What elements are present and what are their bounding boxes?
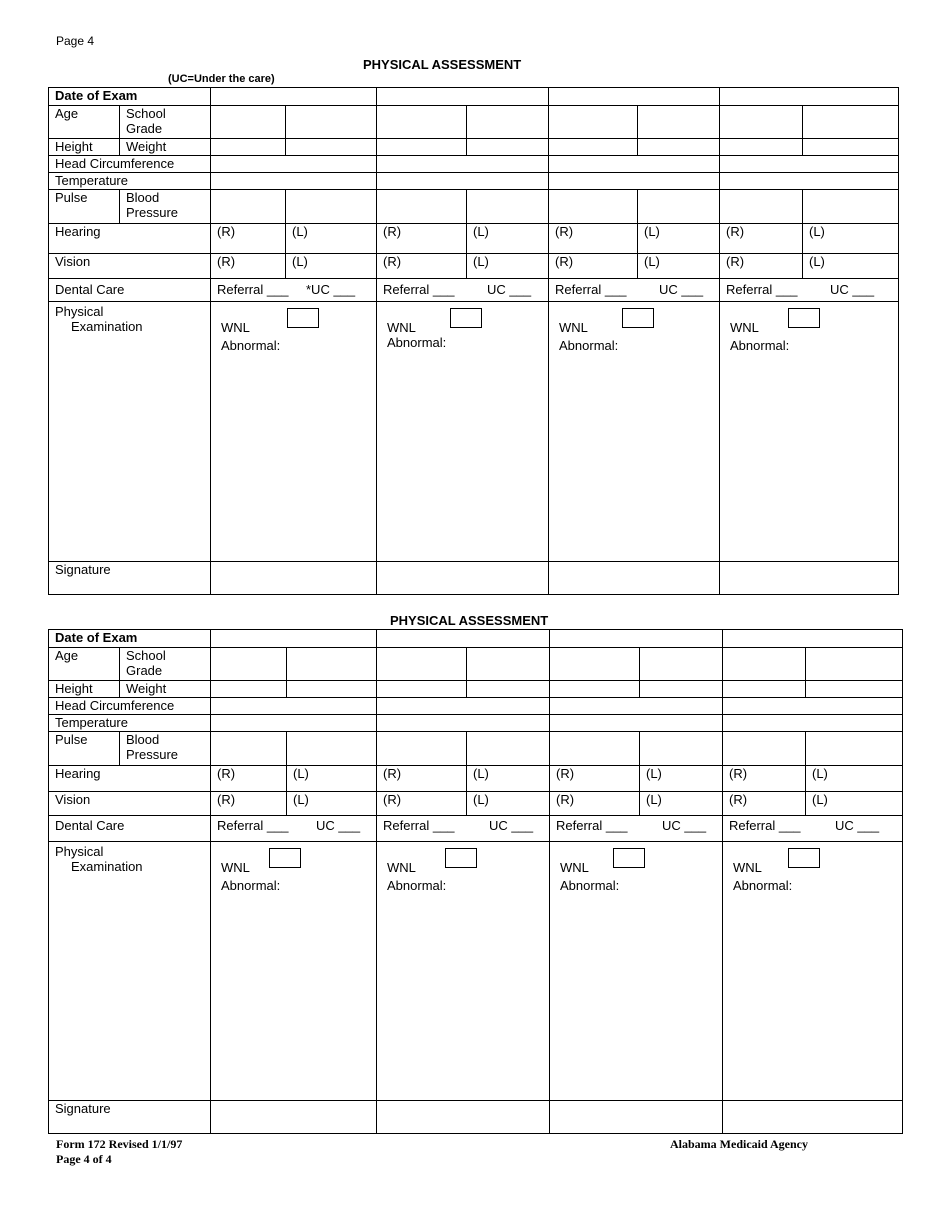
date-field[interactable] xyxy=(723,630,903,648)
form-footer xyxy=(56,1137,182,1167)
hearing-right-field[interactable]: (R) xyxy=(549,224,638,254)
date-field[interactable] xyxy=(211,630,377,648)
hearing-right-field[interactable]: (R) xyxy=(377,766,467,792)
age-label: Age xyxy=(49,648,120,681)
dental-care-field[interactable] xyxy=(550,816,723,842)
physical-examination-label: Physical Examination xyxy=(49,842,211,1101)
signature-field[interactable] xyxy=(723,1101,903,1134)
abnormal-label: Abnormal: xyxy=(733,878,793,893)
head-circumference-field[interactable] xyxy=(211,698,377,715)
pulse-field[interactable] xyxy=(550,732,640,766)
hearing-left-field[interactable]: (L) xyxy=(287,766,377,792)
dental-care-field[interactable] xyxy=(377,816,550,842)
age-field[interactable] xyxy=(377,106,467,139)
referral-field[interactable]: Referral ___ xyxy=(383,282,455,297)
dental-care-label: Dental Care xyxy=(49,279,211,302)
hearing-label: Hearing xyxy=(49,224,211,254)
wnl-checkbox[interactable] xyxy=(788,308,820,328)
head-circumference-field[interactable] xyxy=(377,698,550,715)
physical-exam-field[interactable] xyxy=(550,842,723,1101)
weight-field[interactable] xyxy=(806,681,903,698)
hearing-right-field[interactable]: (R) xyxy=(723,766,806,792)
referral-field[interactable]: Referral ___ xyxy=(556,818,628,833)
physical-exam-field[interactable] xyxy=(720,302,899,562)
vision-right-field[interactable]: (R) xyxy=(211,792,287,816)
vision-right-field[interactable]: (R) xyxy=(377,254,467,279)
hearing-right-field[interactable]: (R) xyxy=(377,224,467,254)
head-circumference-label: Head Circumference xyxy=(49,698,211,715)
date-field[interactable] xyxy=(377,88,549,106)
signature-label: Signature xyxy=(49,562,211,595)
blood-pressure-field[interactable] xyxy=(467,190,549,224)
hearing-left-field[interactable]: (L) xyxy=(467,224,549,254)
vision-label: Vision xyxy=(49,792,211,816)
wnl-label: WNL xyxy=(730,320,759,335)
vision-left-field[interactable]: (L) xyxy=(287,792,377,816)
blood-pressure-label: Blood Pressure xyxy=(120,190,211,224)
date-field[interactable] xyxy=(720,88,899,106)
hearing-right-field[interactable]: (R) xyxy=(211,224,286,254)
height-field[interactable] xyxy=(549,139,638,156)
weight-label: Weight xyxy=(120,139,211,156)
height-label: Height xyxy=(49,681,120,698)
uc-field[interactable]: *UC ___ xyxy=(306,282,356,297)
dental-care-field[interactable] xyxy=(549,279,720,302)
grade-field[interactable] xyxy=(467,106,549,139)
abnormal-label: Abnormal: xyxy=(387,335,447,350)
signature-field[interactable] xyxy=(377,1101,550,1134)
weight-field[interactable] xyxy=(640,681,723,698)
height-label: Height xyxy=(49,139,120,156)
uc-field[interactable]: UC ___ xyxy=(662,818,707,833)
grade-field[interactable] xyxy=(806,648,903,681)
vision-right-field[interactable]: (R) xyxy=(720,254,803,279)
pulse-field[interactable] xyxy=(723,732,806,766)
wnl-label: WNL xyxy=(221,860,250,875)
uc-field[interactable]: UC ___ xyxy=(489,818,534,833)
weight-field[interactable] xyxy=(467,681,550,698)
height-field[interactable] xyxy=(720,139,803,156)
school-grade-label: School Grade xyxy=(120,106,211,139)
grade-field[interactable] xyxy=(467,648,550,681)
form-title-2: PHYSICAL ASSESSMENT xyxy=(390,613,549,628)
grade-field[interactable] xyxy=(803,106,899,139)
signature-field[interactable] xyxy=(211,1101,377,1134)
head-circumference-field[interactable] xyxy=(720,156,899,173)
vision-left-field[interactable]: (L) xyxy=(286,254,377,279)
pulse-field[interactable] xyxy=(720,190,803,224)
wnl-checkbox[interactable] xyxy=(622,308,654,328)
date-field[interactable] xyxy=(549,88,720,106)
age-field[interactable] xyxy=(211,648,287,681)
temperature-label: Temperature xyxy=(49,715,211,732)
form-number: Form 172 Revised 1/1/97 xyxy=(56,1137,183,1151)
pulse-field[interactable] xyxy=(549,190,638,224)
uc-note: (UC=Under the care) xyxy=(168,73,275,85)
uc-field[interactable]: UC ___ xyxy=(659,282,704,297)
physical-examination-label: Physical Examination xyxy=(49,302,211,562)
dental-care-field[interactable] xyxy=(723,816,903,842)
vision-left-field[interactable]: (L) xyxy=(638,254,720,279)
weight-label: Weight xyxy=(120,681,211,698)
uc-field[interactable]: UC ___ xyxy=(487,282,532,297)
vision-left-field[interactable]: (L) xyxy=(467,792,550,816)
referral-field[interactable]: Referral ___ xyxy=(555,282,627,297)
dental-care-field[interactable] xyxy=(377,279,549,302)
hearing-right-field[interactable]: (R) xyxy=(720,224,803,254)
height-field[interactable] xyxy=(550,681,640,698)
temperature-field[interactable] xyxy=(550,715,723,732)
date-field[interactable] xyxy=(550,630,723,648)
grade-field[interactable] xyxy=(287,648,377,681)
date-field[interactable] xyxy=(377,630,550,648)
referral-field[interactable]: Referral ___ xyxy=(217,282,289,297)
hearing-label: Hearing xyxy=(49,766,211,792)
wnl-label: WNL xyxy=(221,320,250,335)
temperature-field[interactable] xyxy=(377,715,550,732)
pulse-field[interactable] xyxy=(377,732,467,766)
uc-field[interactable]: UC ___ xyxy=(835,818,880,833)
physical-exam-field[interactable] xyxy=(549,302,720,562)
height-field[interactable] xyxy=(377,139,467,156)
page-of-label: Page 4 of 4 xyxy=(56,1152,112,1166)
vision-right-field[interactable]: (R) xyxy=(211,254,286,279)
hearing-left-field[interactable]: (L) xyxy=(467,766,550,792)
weight-field[interactable] xyxy=(803,139,899,156)
wnl-checkbox[interactable] xyxy=(269,848,301,868)
abnormal-label: Abnormal: xyxy=(221,878,281,893)
pulse-label: Pulse xyxy=(49,190,120,224)
wnl-checkbox[interactable] xyxy=(445,848,477,868)
signature-field[interactable] xyxy=(377,562,549,595)
age-field[interactable] xyxy=(377,648,467,681)
vision-left-field[interactable]: (L) xyxy=(803,254,899,279)
temperature-field[interactable] xyxy=(720,173,899,190)
pulse-field[interactable] xyxy=(211,732,287,766)
referral-field[interactable]: Referral ___ xyxy=(726,282,798,297)
blood-pressure-field[interactable] xyxy=(640,732,723,766)
wnl-label: WNL xyxy=(387,860,416,875)
physical-exam-field[interactable] xyxy=(211,302,377,562)
uc-field[interactable]: UC ___ xyxy=(316,818,361,833)
hearing-left-field[interactable]: (L) xyxy=(640,766,723,792)
assessment-table-1 xyxy=(48,87,899,595)
age-field[interactable] xyxy=(549,106,638,139)
hearing-left-field[interactable]: (L) xyxy=(806,766,903,792)
dental-care-label: Dental Care xyxy=(49,816,211,842)
physical-exam-field[interactable] xyxy=(211,842,377,1101)
wnl-checkbox[interactable] xyxy=(613,848,645,868)
school-grade-label: School Grade xyxy=(120,648,211,681)
temperature-label: Temperature xyxy=(49,173,211,190)
weight-field[interactable] xyxy=(638,139,720,156)
blood-pressure-field[interactable] xyxy=(803,190,899,224)
hearing-left-field[interactable]: (L) xyxy=(286,224,377,254)
temperature-field[interactable] xyxy=(549,173,720,190)
height-field[interactable] xyxy=(723,681,806,698)
blood-pressure-field[interactable] xyxy=(467,732,550,766)
temperature-field[interactable] xyxy=(377,173,549,190)
page-label: Page 4 xyxy=(56,34,95,48)
grade-field[interactable] xyxy=(638,106,720,139)
blood-pressure-field[interactable] xyxy=(806,732,903,766)
age-field[interactable] xyxy=(211,106,286,139)
dental-care-field[interactable] xyxy=(211,816,377,842)
hearing-left-field[interactable]: (L) xyxy=(638,224,720,254)
signature-field[interactable] xyxy=(550,1101,723,1134)
head-circumference-label: Head Circumference xyxy=(49,156,211,173)
physical-exam-field[interactable] xyxy=(377,302,549,562)
temperature-field[interactable] xyxy=(211,173,377,190)
age-field[interactable] xyxy=(550,648,640,681)
pulse-label: Pulse xyxy=(49,732,120,766)
weight-field[interactable] xyxy=(286,139,377,156)
form-title-1: PHYSICAL ASSESSMENT xyxy=(363,57,522,72)
date-field[interactable] xyxy=(211,88,377,106)
signature-label: Signature xyxy=(49,1101,211,1134)
uc-field[interactable]: UC ___ xyxy=(830,282,875,297)
vision-left-field[interactable]: (L) xyxy=(640,792,723,816)
blood-pressure-field[interactable] xyxy=(287,732,377,766)
wnl-label: WNL xyxy=(733,860,762,875)
grade-field[interactable] xyxy=(640,648,723,681)
pulse-field[interactable] xyxy=(377,190,467,224)
physical-exam-field[interactable] xyxy=(723,842,903,1101)
abnormal-label: Abnormal: xyxy=(387,878,447,893)
blood-pressure-label: Blood Pressure xyxy=(120,732,211,766)
head-circumference-field[interactable] xyxy=(549,156,720,173)
head-circumference-field[interactable] xyxy=(377,156,549,173)
wnl-checkbox[interactable] xyxy=(788,848,820,868)
age-field[interactable] xyxy=(723,648,806,681)
agency-name: Alabama Medicaid Agency xyxy=(670,1137,808,1151)
grade-field[interactable] xyxy=(286,106,377,139)
hearing-right-field[interactable]: (R) xyxy=(550,766,640,792)
signature-field[interactable] xyxy=(720,562,899,595)
vision-right-field[interactable]: (R) xyxy=(723,792,806,816)
temperature-field[interactable] xyxy=(211,715,377,732)
pulse-field[interactable] xyxy=(211,190,286,224)
vision-left-field[interactable]: (L) xyxy=(806,792,903,816)
blood-pressure-field[interactable] xyxy=(286,190,377,224)
vision-label: Vision xyxy=(49,254,211,279)
signature-field[interactable] xyxy=(211,562,377,595)
referral-field[interactable]: Referral ___ xyxy=(383,818,455,833)
referral-field[interactable]: Referral ___ xyxy=(729,818,801,833)
abnormal-label: Abnormal: xyxy=(559,338,619,353)
weight-field[interactable] xyxy=(287,681,377,698)
head-circumference-field[interactable] xyxy=(723,698,903,715)
wnl-label: WNL xyxy=(559,320,588,335)
height-field[interactable] xyxy=(377,681,467,698)
temperature-field[interactable] xyxy=(723,715,903,732)
head-circumference-field[interactable] xyxy=(550,698,723,715)
abnormal-label: Abnormal: xyxy=(730,338,790,353)
hearing-right-field[interactable]: (R) xyxy=(211,766,287,792)
wnl-label: WNL xyxy=(560,860,589,875)
date-of-exam-label: Date of Exam xyxy=(49,88,211,106)
vision-left-field[interactable]: (L) xyxy=(467,254,549,279)
wnl-label: WNL xyxy=(387,320,416,335)
abnormal-label: Abnormal: xyxy=(560,878,620,893)
height-field[interactable] xyxy=(211,681,287,698)
physical-exam-field[interactable] xyxy=(377,842,550,1101)
hearing-left-field[interactable]: (L) xyxy=(803,224,899,254)
head-circumference-field[interactable] xyxy=(211,156,377,173)
referral-field[interactable]: Referral ___ xyxy=(217,818,289,833)
dental-care-field[interactable] xyxy=(211,279,377,302)
wnl-checkbox[interactable] xyxy=(287,308,319,328)
weight-field[interactable] xyxy=(467,139,549,156)
wnl-checkbox[interactable] xyxy=(450,308,482,328)
vision-right-field[interactable]: (R) xyxy=(549,254,638,279)
height-field[interactable] xyxy=(211,139,286,156)
vision-right-field[interactable]: (R) xyxy=(377,792,467,816)
vision-right-field[interactable]: (R) xyxy=(550,792,640,816)
assessment-table-2 xyxy=(48,629,903,1134)
blood-pressure-field[interactable] xyxy=(638,190,720,224)
abnormal-label: Abnormal: xyxy=(221,338,281,353)
age-field[interactable] xyxy=(720,106,803,139)
signature-field[interactable] xyxy=(549,562,720,595)
date-of-exam-label: Date of Exam xyxy=(49,630,211,648)
age-label: Age xyxy=(49,106,120,139)
dental-care-field[interactable] xyxy=(720,279,899,302)
